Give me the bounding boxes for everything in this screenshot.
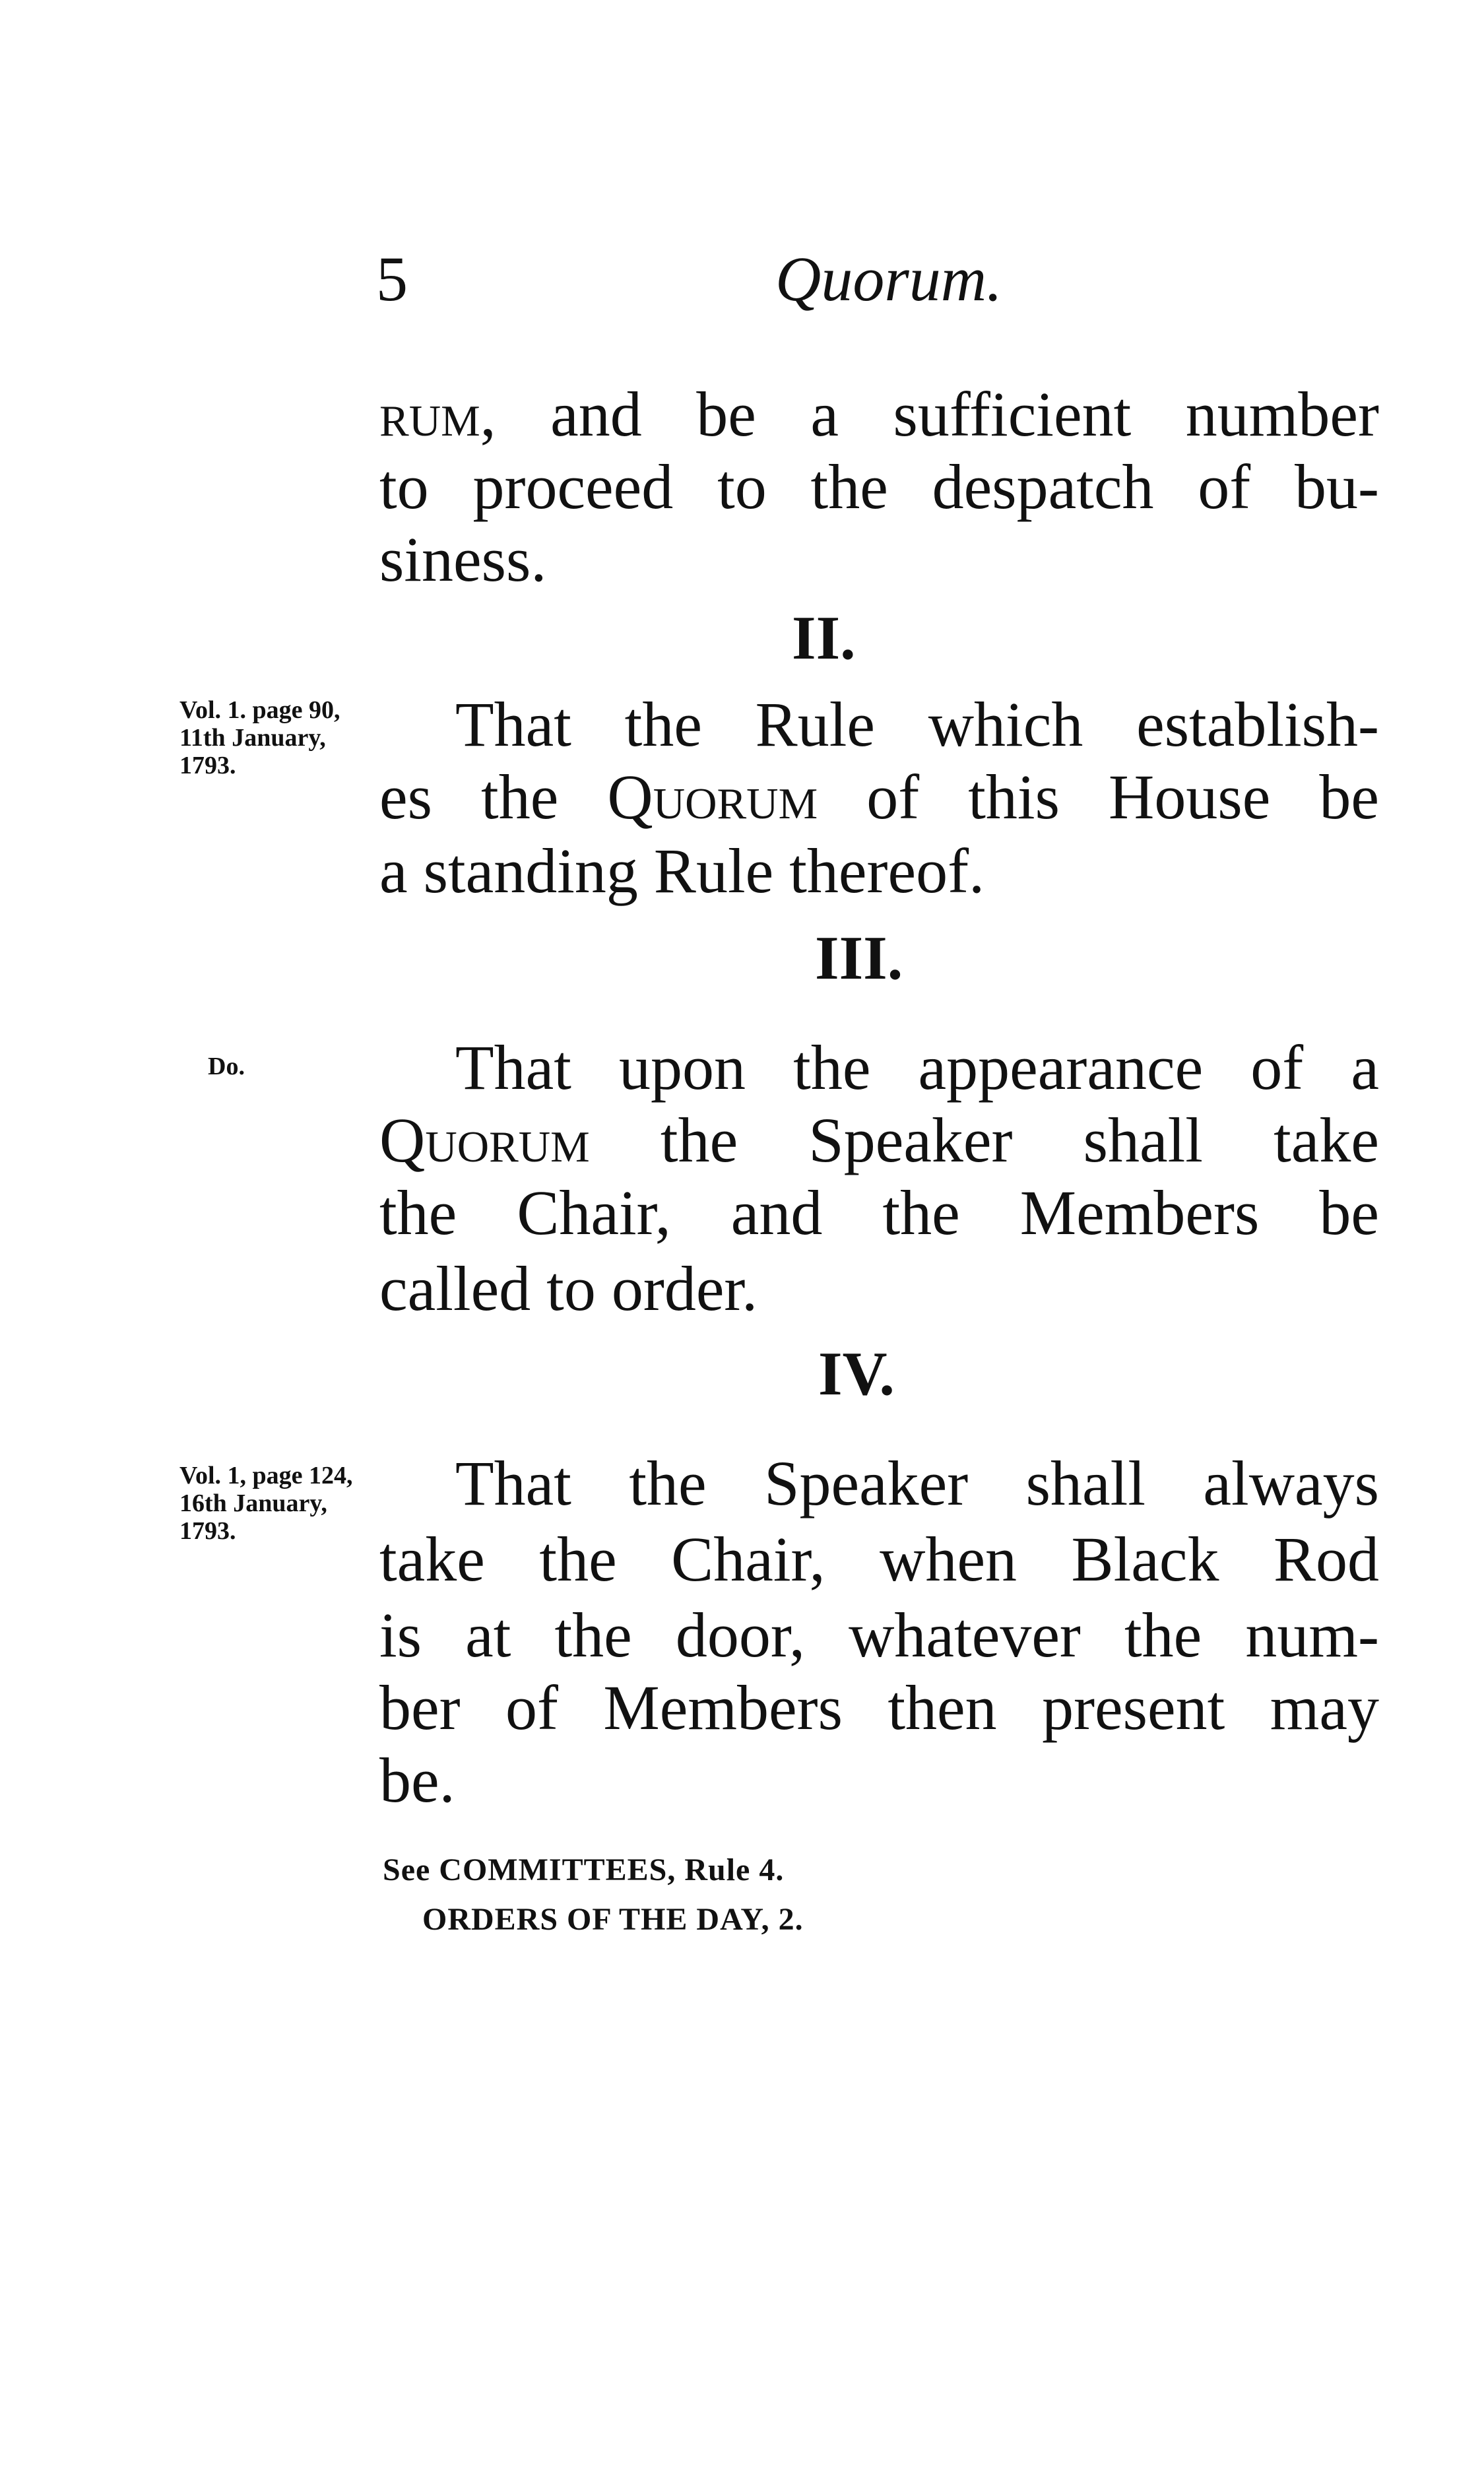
margin-note-rule-iv: Vol. 1, page 124, 16th January, 1793. <box>179 1462 353 1545</box>
continuation-line-3: siness. <box>379 524 547 595</box>
rule-iii-line-2 <box>379 1105 1379 1175</box>
see-also-line-2: ORDERS OF THE DAY, 2. <box>422 1902 804 1937</box>
rule-iii-line-4: called to order. <box>379 1253 758 1324</box>
rule-numeral-iv: IV. <box>818 1340 895 1408</box>
continuation-line-1-rest: , and be a sufficient number <box>480 379 1379 449</box>
page-number: 5 <box>376 244 408 314</box>
rule-iv-line-2: take the Chair, when Black Rod <box>379 1524 1379 1594</box>
rule-iv-line-1: That the Speaker shall always <box>455 1448 1379 1519</box>
margin-note-rule-ii: Vol. 1. page 90, 11th January, 1793. <box>179 696 340 779</box>
rule-ii-line-2-b: of this House be <box>818 762 1379 832</box>
rule-iii-line-1: That upon the appearance of a <box>455 1032 1379 1103</box>
rule-iv-line-5: be. <box>379 1745 455 1815</box>
rule-numeral-ii: II. <box>792 604 856 672</box>
running-title: Quorum. <box>775 244 1003 314</box>
rule-iv-line-4: ber of Members then present may <box>379 1672 1379 1743</box>
continuation-line-1 <box>379 379 1379 449</box>
rule-iii-line-3: the Chair, and the Members be <box>379 1177 1379 1248</box>
quorum-small-caps: Quorum <box>607 762 818 832</box>
rule-ii-line-2-a: es the <box>379 762 608 832</box>
quorum-small-caps: rum <box>379 379 480 449</box>
rule-numeral-iii: III. <box>815 924 903 993</box>
rule-ii-line-2 <box>379 762 1379 832</box>
rule-iv-line-3: is at the door, whatever the num- <box>379 1600 1379 1670</box>
rule-ii-line-1: That the Rule which establish- <box>455 689 1379 760</box>
quorum-small-caps: Quorum <box>379 1105 590 1175</box>
rule-ii-line-3: a standing Rule thereof. <box>379 835 985 906</box>
margin-note-rule-iii: Do. <box>208 1053 245 1080</box>
rule-iii-line-2-b: the Speaker shall take <box>589 1105 1379 1175</box>
continuation-line-2: to proceed to the despatch of bu- <box>379 451 1379 522</box>
see-also-line-1: See COMMITTEES, Rule 4. <box>383 1852 785 1887</box>
